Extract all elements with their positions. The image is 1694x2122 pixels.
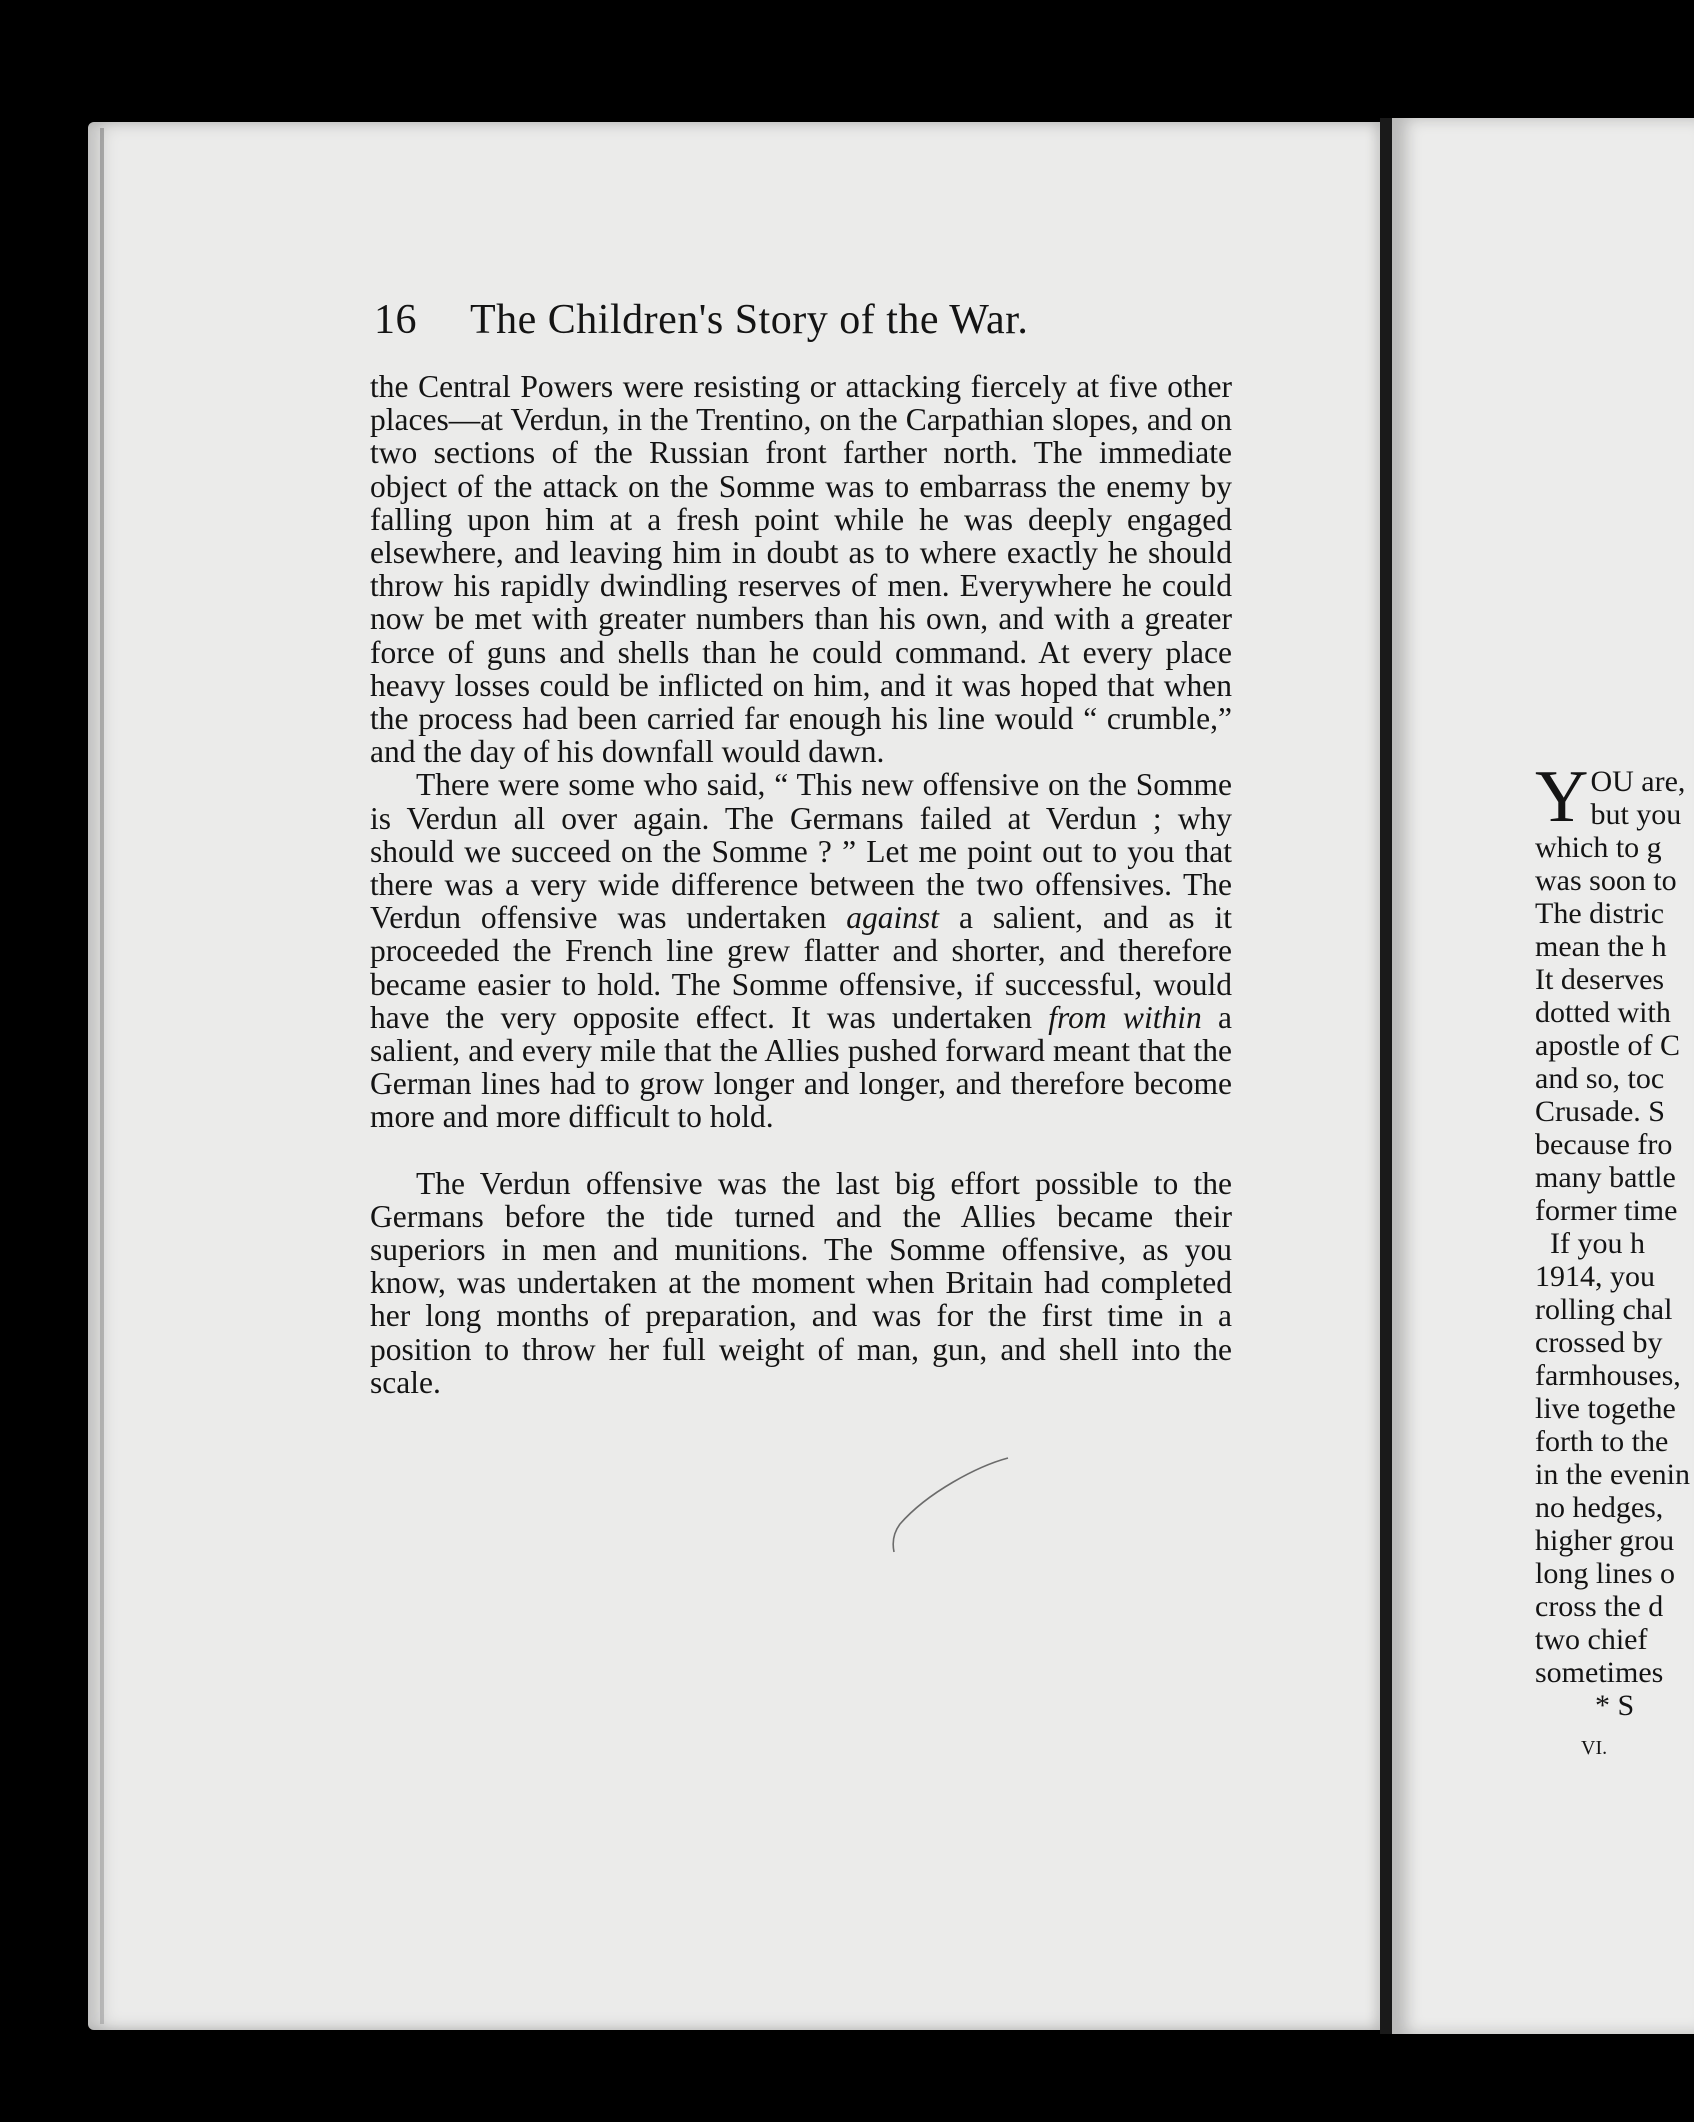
right-line: The distric [1535, 897, 1665, 930]
pencil-mark [888, 1452, 1018, 1582]
right-line: cross the d [1535, 1590, 1664, 1623]
right-line: mean the h [1535, 930, 1667, 963]
paragraph [370, 370, 1232, 768]
right-line: farmhouses, [1535, 1359, 1681, 1392]
paragraph [370, 1167, 1232, 1399]
right-line: long lines o [1535, 1557, 1675, 1590]
text-run: a salient, and every mile that the Allies pushed forward meant that the German lines had to grow longer and longer, and therefore become more and more difficult to hold. [370, 999, 1232, 1135]
right-line: former time [1535, 1194, 1678, 1227]
body-text [370, 370, 1232, 1399]
italic-phrase: from within [1048, 999, 1202, 1035]
signature-mark: VI. [1581, 1737, 1608, 1759]
text-run: a salient, and as it proceeded the French line grew flatter and shorter, and therefore became easier to hold. The Somme offensive, if successful, would have the very opposite effect. It was undertaken [370, 900, 1232, 1035]
right-line: It deserves [1535, 963, 1665, 996]
right-line: in the evenin [1535, 1458, 1690, 1491]
running-title: The Children's Story of the War. [470, 297, 1029, 343]
right-line: two chief [1535, 1623, 1648, 1656]
running-header [374, 290, 1028, 350]
italic-phrase: against [846, 900, 940, 936]
right-line: * S [1535, 1689, 1635, 1722]
right-page-text [1535, 756, 1694, 1765]
book-gutter [1380, 118, 1392, 2034]
right-line: which to g [1535, 831, 1662, 864]
right-line: many battle [1535, 1161, 1676, 1194]
drop-cap: Y [1535, 756, 1589, 838]
right-line-text: OU are, [1590, 765, 1686, 798]
right-line: forth to the [1535, 1425, 1669, 1458]
right-line: If you h [1535, 1227, 1645, 1260]
right-line: and so, toc [1535, 1062, 1665, 1095]
right-line: Crusade. S [1535, 1095, 1665, 1128]
text-run: There were some who said, “ This new offensive on the Somme is Verdun all over again. The Germans failed at Verdun ; why should we succeed on the Somme ? ” Let me point out to you that there was a very wide difference between the two offensives. The Verdun offensive was undertaken [370, 767, 1232, 936]
paragraph [370, 768, 1232, 1133]
right-line: but you [1590, 798, 1682, 831]
right-line: dotted with [1535, 996, 1671, 1029]
right-line: 1914, you [1535, 1260, 1655, 1293]
right-line: no hedges, [1535, 1491, 1664, 1524]
page-number: 16 [374, 297, 417, 343]
right-line: apostle of C [1535, 1029, 1680, 1062]
text-run: the Central Powers were resisting or attacking fiercely at five other places—at Verdun, in the Trentino, on the Carpathian slopes, and on two sections of the Russian front farther north. The immediate object of the attack on the Somme was to embarrass the enemy by falling upon him at a fresh point while he was deeply engaged elsewhere, and leaving him in doubt as to where exactly he should throw his rapidly dwindling reserves of men. Everywhere he could now be met with greater numbers than his own, and with a greater force of guns and shells than he could command. At every place heavy losses could be inflicted on him, and it was hoped that when the process had been carried far enough his line would “ crumble,” and the day of his downfall would dawn. [370, 369, 1232, 770]
text-run: The Verdun offensive was the last big effort possible to the Germans before the tide turned and the Allies became their superiors in men and munitions. The Somme offensive, as you know, was undertaken at the moment when Britain had completed her long months of preparation, and was for the first time in a position to throw her full weight of man, gun, and shell into the scale. [370, 1165, 1232, 1400]
right-line: rolling chal [1535, 1293, 1673, 1326]
right-line: was soon to [1535, 864, 1677, 897]
right-line: because fro [1535, 1128, 1673, 1161]
right-line: crossed by [1535, 1326, 1663, 1359]
right-line: live togethe [1535, 1392, 1676, 1425]
right-line: sometimes [1535, 1656, 1664, 1689]
right-line: higher grou [1535, 1524, 1675, 1557]
